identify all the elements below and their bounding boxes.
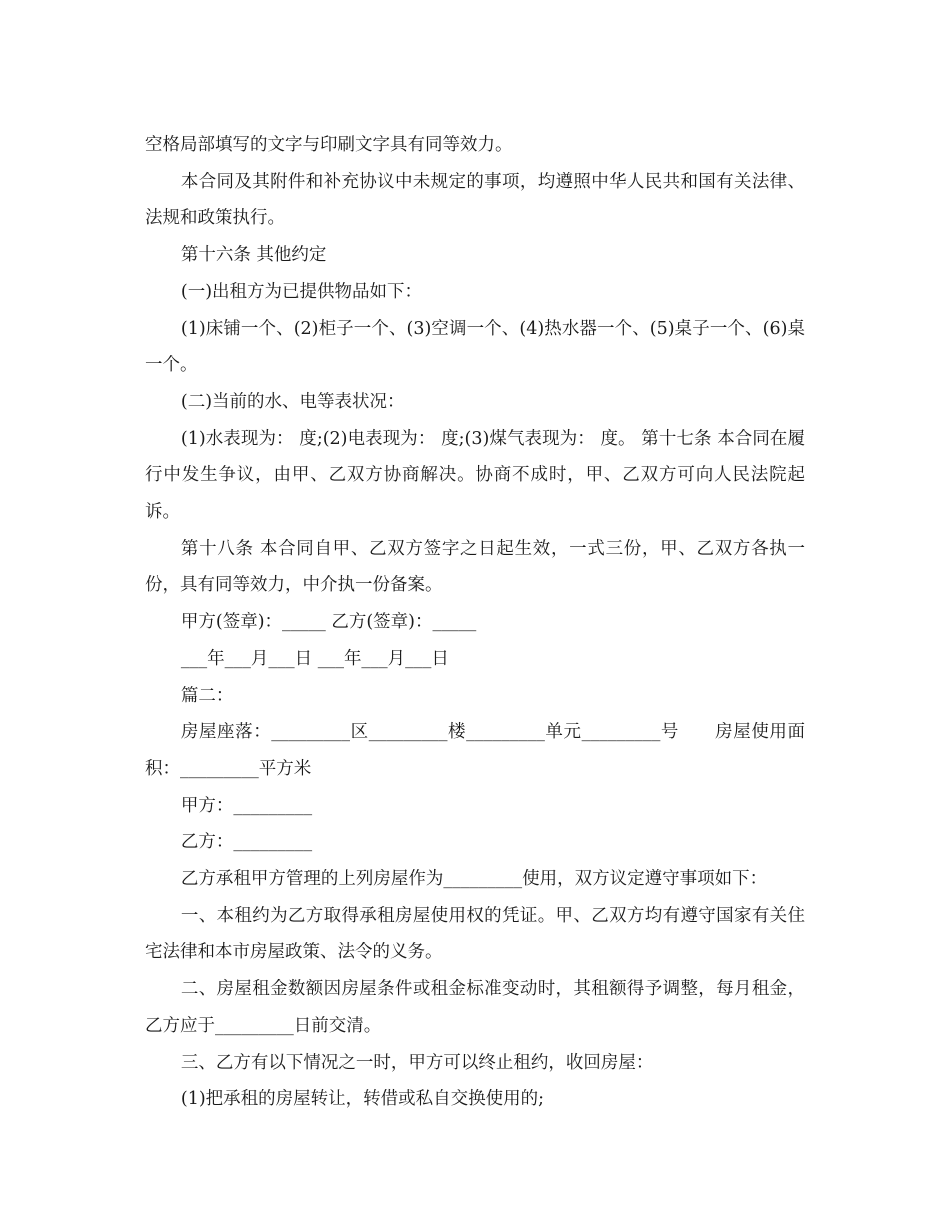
paragraph-lease-purpose: 乙方承租甲方管理的上列房屋作为_________使用，双方议定遵守事项如下： (180, 869, 768, 890)
section-heading-part-two: 篇二： (180, 685, 234, 706)
date-line: ___年___月___日 ___年___月___日 (180, 648, 449, 669)
paragraph-meter-status-heading: (二)当前的水、电等表状况： (180, 391, 405, 412)
signature-line: 甲方(签章)：_____ 乙方(签章)：_____ (180, 612, 477, 633)
clause-3-paragraph: 三、乙方有以下情况之一时，甲方可以终止租约，收回房屋： (180, 1052, 654, 1073)
paragraph-continuation: 空格局部填写的文字与印刷文字具有同等效力。 (145, 135, 513, 155)
article-18-paragraph: 第十八条 本合同自甲、乙双方签字之日起生效，一式三份，甲、乙双方各执一份，具有同等效力，中介执一份备案。 (145, 538, 805, 596)
clause-2-paragraph: 二、房屋租金数额因房屋条件或租金标准变动时，其租额得予调整，每月租金，乙方应于_________日前交清。 (145, 979, 805, 1036)
document-body (145, 127, 805, 1118)
paragraph-property-location: 房屋座落：_________区_________楼_________单元_________号 房屋使用面积：_________平方米 (145, 722, 805, 779)
article-16-heading: 第十六条 其他约定 (180, 245, 327, 266)
party-b-line: 乙方：_________ (180, 832, 313, 853)
clause-3-item-1: (1)把承租的房屋转让，转借或私自交换使用的; (180, 1089, 545, 1110)
paragraph-meter-readings-article-17: (1)水表现为： 度;(2)电表现为： 度;(3)煤气表现为： 度。 第十七条 本合同在履行中发生争议，由甲、乙双方协商解决。协商不成时，甲、乙双方可向人民法院起诉。 (145, 428, 805, 523)
paragraph-provided-items-heading: (一)出租方为已提供物品如下： (180, 281, 423, 302)
party-a-line: 甲方：_________ (180, 795, 313, 816)
clause-1-paragraph: 一、本租约为乙方取得承租房屋使用权的凭证。甲、乙双方均有遵守国家有关住宅法律和本市房屋政策、法令的义务。 (145, 905, 805, 963)
paragraph-provided-items-list: (1)床铺一个、(2)柜子一个、(3)空调一个、(4)热水器一个、(5)桌子一个、(6)桌一个。 (145, 318, 805, 376)
paragraph-applicable-law: 本合同及其附件和补充协议中未规定的事项，均遵照中华人民共和国有关法律、法规和政策执行。 (145, 171, 805, 229)
